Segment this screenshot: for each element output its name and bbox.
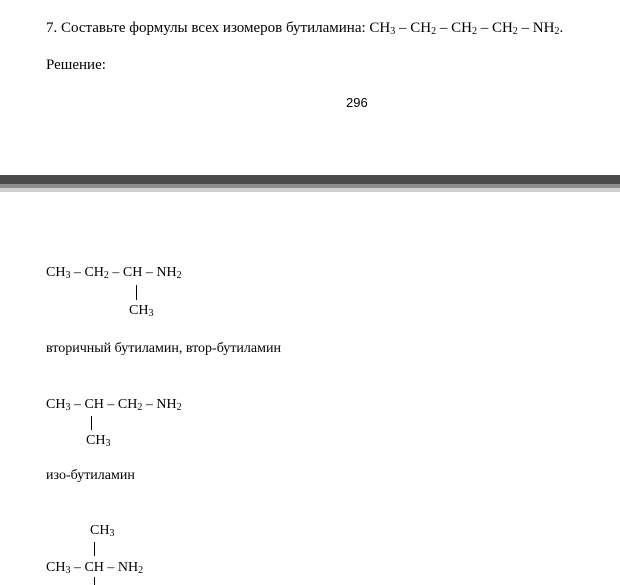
page-number: 296 [346, 95, 368, 110]
page-break-shadow-light [0, 188, 620, 192]
formula2-bond-line [91, 416, 92, 430]
solution-label: Решение: [46, 57, 106, 73]
formula3-bond-line-bottom [94, 577, 95, 585]
formula2-branch: $CH_3$ [86, 433, 111, 449]
formula1-main-chain: $CH_3 - CH_2$ – CH – $NH_2$ [46, 265, 182, 281]
formula2-main-chain: $CH_3$ – CH – $CH_2 - NH_2$ [46, 397, 182, 413]
formula3-main-chain: $CH_3$ – CH – $NH_2$ [46, 560, 144, 576]
formula3-top-branch: $CH_3$ [90, 523, 115, 539]
formula1-bond-line [136, 285, 137, 300]
formula2-caption: изо-бутиламин [46, 468, 135, 483]
formula1-caption: вторичный бутиламин, втор-бутиламин [46, 341, 281, 356]
formula3-bond-line-top [94, 542, 95, 556]
page-break-divider [0, 175, 620, 184]
task-statement: 7. Составьте формулы всех изомеров бутиламина: $CH_3 - CH_2 - CH_2 - CH_2 - NH_2$. [46, 20, 564, 37]
formula1-branch: $CH_3$ [129, 303, 154, 319]
